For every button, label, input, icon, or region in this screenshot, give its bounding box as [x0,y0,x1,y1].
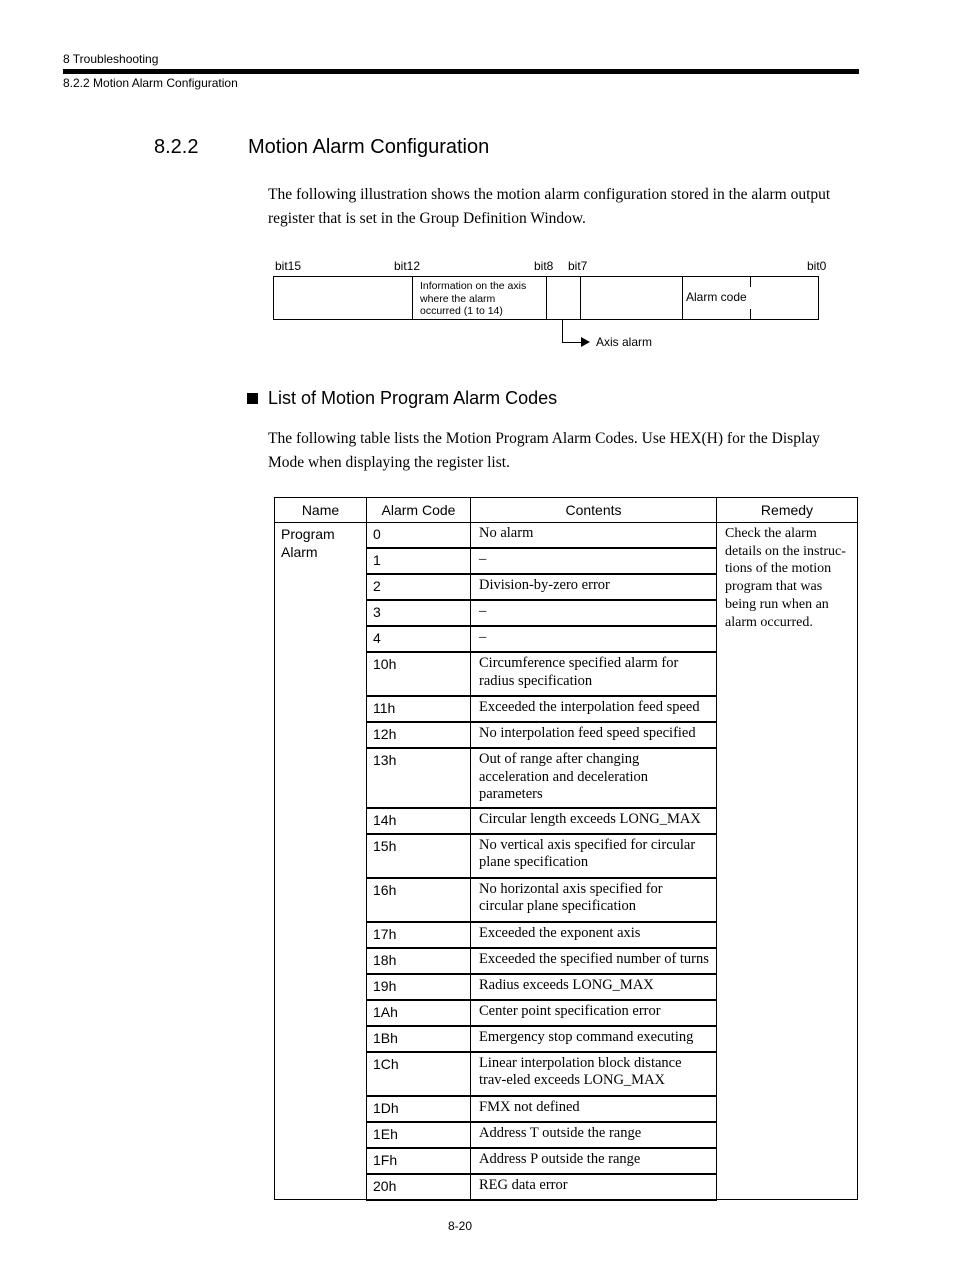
alarm-code-cell: 11h [367,696,471,722]
bit12-label: bit12 [394,259,421,273]
table-header-row [275,498,858,523]
contents-cell: Linear interpolation block distance trav-eled exceeds LONG_MAX [471,1052,717,1096]
subsection-title: List of Motion Program Alarm Codes [268,388,558,408]
alarm-code-cell: 1 [367,548,471,574]
column-header-name: Name [275,498,367,523]
register-diagram [270,255,850,365]
alarm-code-cell: 14h [367,808,471,834]
field-divider [682,277,683,319]
column-header-contents: Contents [471,498,717,523]
alarm-code-cell: 3 [367,600,471,626]
contents-cell: FMX not defined [471,1096,717,1122]
section-title: Motion Alarm Configuration [248,136,490,158]
tick-mark [750,277,751,287]
contents-cell: Exceeded the interpolation feed speed [471,696,717,722]
axis-alarm-connector [562,320,563,342]
field-divider [412,277,413,319]
register-box [273,276,819,320]
contents-cell: Address T outside the range [471,1122,717,1148]
alarm-code-cell: 16h [367,878,471,922]
bit0-label: bit0 [807,259,827,273]
running-header-chapter: 8 Troubleshooting [63,52,159,66]
contents-cell: – [471,626,717,652]
contents-cell: Circumference specified alarm for radius specification [471,652,717,696]
alarm-code-cell: 0 [367,523,471,549]
running-header-section: 8.2.2 Motion Alarm Configuration [63,76,238,90]
alarm-code-field: Alarm code [686,290,747,304]
page-number: 8-20 [448,1219,473,1233]
alarm-code-cell: 1Dh [367,1096,471,1122]
contents-cell: No vertical axis specified for circular plane specification [471,834,717,878]
contents-cell: Emergency stop command executing [471,1026,717,1052]
alarm-code-cell: 10h [367,652,471,696]
axis-alarm-connector [562,342,582,343]
name-cell [275,523,367,1200]
contents-cell: Exceeded the specified number of turns [471,948,717,974]
alarm-code-cell: 1Eh [367,1122,471,1148]
contents-cell: Center point specification error [471,1000,717,1026]
field-divider [580,277,581,319]
contents-cell: No interpolation feed speed specified [471,722,717,748]
contents-cell: Out of range after changing acceleration and deceleration parameters [471,748,717,808]
alarm-code-cell: 1Ah [367,1000,471,1026]
contents-cell: Radius exceeds LONG_MAX [471,974,717,1000]
contents-cell: REG data error [471,1174,717,1200]
alarm-code-cell: 1Bh [367,1026,471,1052]
arrow-right-icon [581,337,590,347]
contents-cell: Address P outside the range [471,1148,717,1174]
column-header-remedy: Remedy [717,498,858,523]
contents-cell: – [471,548,717,574]
contents-cell: Exceeded the exponent axis [471,922,717,948]
contents-cell: Circular length exceeds LONG_MAX [471,808,717,834]
square-bullet-icon [247,393,258,404]
intro-paragraph: The following illustration shows the motion alarm configuration stored in the alarm output register that is set in the Group Definition Window. [268,186,831,227]
contents-cell: No horizontal axis specified for circular plane specification [471,878,717,922]
remedy-text: Check the alarm details on the instruc-tions of the motion program that was being run when an alarm occurred. [725,526,846,630]
header-rule [63,69,859,74]
alarm-code-cell: 1Fh [367,1148,471,1174]
bit8-label: bit8 [534,259,554,273]
remedy-cell [717,523,858,1200]
column-header-alarm-code: Alarm Code [367,498,471,523]
alarm-code-cell: 13h [367,748,471,808]
alarm-code-cell: 12h [367,722,471,748]
alarm-code-cell: 19h [367,974,471,1000]
contents-cell: No alarm [471,523,717,549]
alarm-code-cell: 17h [367,922,471,948]
section-number: 8.2.2 [154,136,199,158]
alarm-code-cell: 2 [367,574,471,600]
alarm-code-cell: 1Ch [367,1052,471,1096]
alarm-code-cell: 18h [367,948,471,974]
alarm-code-table [274,497,858,1201]
contents-cell: – [471,600,717,626]
table-row [275,523,858,549]
subsection-paragraph: The following table lists the Motion Program Alarm Codes. Use HEX(H) for the Display Mode when displaying the register list. [268,430,820,471]
axis-alarm-label: Axis alarm [596,335,653,349]
alarm-code-cell: 4 [367,626,471,652]
alarm-code-cell: 15h [367,834,471,878]
axis-info-field: Information on the axis where the alarm occurred (1 to 14) [420,280,527,317]
bit7-label: bit7 [568,259,588,273]
bit15-label: bit15 [275,259,302,273]
field-divider [546,277,547,319]
contents-cell: Division-by-zero error [471,574,717,600]
alarm-group-name: Program Alarm [281,526,335,560]
tick-mark [750,309,751,319]
alarm-code-cell: 20h [367,1174,471,1200]
